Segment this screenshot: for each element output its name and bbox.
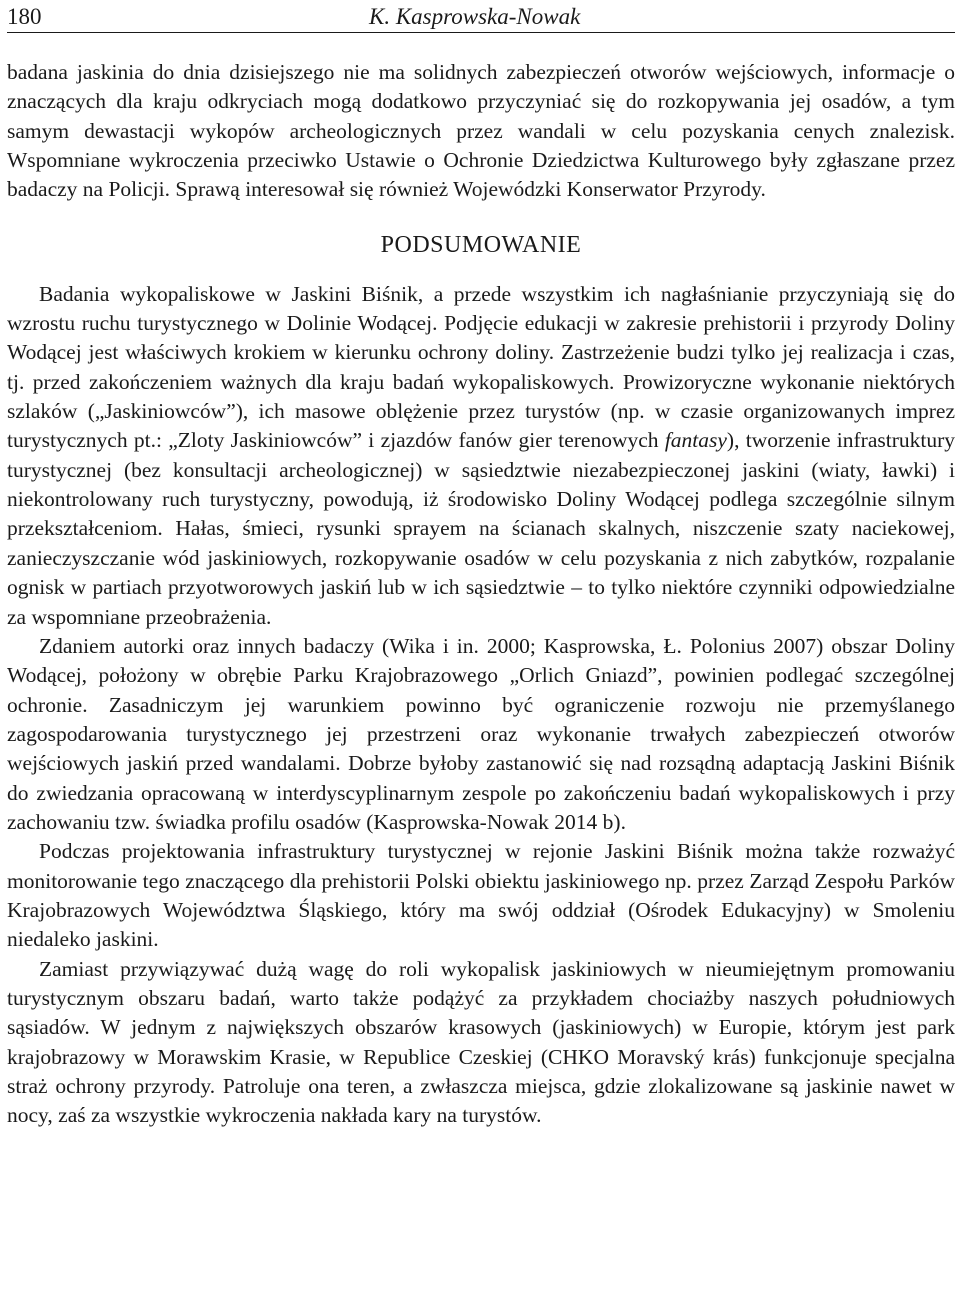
summary-paragraph-3: Podczas projektowania infrastruktury turystycznej w rejonie Jaskini Biśnik można także rozważyć monitorowanie tego znaczącego dla prehistorii Polski obiektu jaskiniowego np. przez Zarząd Zespołu Parków Krajobrazowych Województwa Śląskiego, który ma swój oddział (Ośrodek Edukacyjny) w Smoleniu niedaleko jaskini.: [7, 839, 955, 952]
summary-paragraph-1: [7, 280, 955, 632]
summary-paragraph-1-part-a: Badania wykopaliskowe w Jaskini Biśnik, a przede wszystkim ich nagłaśnianie przyczyniają się do wzrostu ruchu turystycznego w Dolinie Wodącej. Podjęcie edukacji w zakresie prehistorii i przyrody Doliny Wodącej jest właściwych krokiem w kierunku ochrony doliny. Zastrzeżenie budzi tylko jej realizacja i czas, tj. przed zakończeniem ważnych dla kraju badań wykopaliskowych. Prowizoryczne wykonanie niektórych szlaków („Jaskiniowców”), ich masowe oblężenie przez turystów (np. w czasie organizowanych imprez turystycznych pt.: „Zloty Jaskiniowców” i zjazdów fanów gier terenowych: [7, 281, 955, 453]
summary-paragraph-1-italic: fantasy: [664, 428, 727, 453]
page-header: [7, 0, 955, 33]
document-page: [7, 0, 955, 1131]
intro-paragraph: badana jaskinia do dnia dzisiejszego nie ma solidnych zabezpieczeń otworów wejściowych, informacje o znaczących dla kraju odkryciach mogą dodatkowo przyczyniać się do rozkopywania jej osadów, a tym samym dewastacji wykopów archeologicznych przez wandali w celu pozyskania cenych znalezisk. Wspomniane wykroczenia przeciwko Ustawie o Ochronie Dziedzictwa Kulturowego były zgłaszane przez badaczy na Policji. Sprawą interesował się również Wojewódzki Konserwator Przyrody.: [7, 60, 955, 202]
running-head: K. Kasprowska-Nowak: [369, 4, 581, 29]
section-heading: PODSUMOWANIE: [380, 231, 582, 258]
summary-paragraph-4: Zamiast przywiązywać dużą wagę do roli wykopalisk jaskiniowych w nieumiejętnym promowaniu turystycznym obszaru badań, warto także podążyć za przykładem chociażby naszych południowych sąsiadów. W jednym z największych obszarów krasowych (jaskiniowych) w Europie, którym jest park krajobrazowy w Morawskim Krasie, w Republice Czeskiej (CHKO Moravský krás) funkcjonuje specjalna straż ochrony przyrody. Patroluje ona teren, a zwłaszcza miejsca, gdzie zlokalizowane są jaskinie nawet w nocy, zaś za wszystkie wykroczenia nakłada kary na turystów.: [7, 956, 955, 1128]
page-number: 180: [7, 4, 42, 29]
summary-paragraph-2: Zdaniem autorki oraz innych badaczy (Wika i in. 2000; Kasprowska, Ł. Polonius 2007) obszar Doliny Wodącej, położony w obrębie Parku Krajobrazowego „Orlich Gniazd”, powinien podlegać szczególnej ochronie. Zasadniczym jej warunkiem powinno być ograniczenie rozwoju nie przemyślanego zagospodarowania turystycznego jej przestrzeni oraz wykonanie trwałych zabezpieczeń otworów wejściowych jaskiń przed wandalami. Dobrze byłoby zastanowić się nad rozsądną adaptacją Jaskini Biśnik do zwiedzania opracowaną w interdyscyplinarnym zespole po zakończeniu badań wykopaliskowych i przy zachowaniu tzw. świadka profilu osadów (Kasprowska-Nowak 2014 b).: [7, 633, 955, 834]
summary-paragraph-1-part-b: ), tworzenie infrastruktury turystycznej (bez konsultacji archeologicznej) w sąsiedztwie niezabezpieczonej jaskini (wiaty, ławki) i niekontrolowany ruch turystyczny, powodują, iż środowisko Doliny Wodącej podlega szczególnie silnym przekształceniom. Hałas, śmieci, rysunki sprayem na ścianach skalnych, niszczenie szaty naciekowej, zanieczyszczanie wód jaskiniowych, rozkopywanie osadów w celu pozyskania z nich zabytków, rozpalanie ognisk w partiach przyotworowych jaskiń lub w ich sąsiedztwie – to tylko niektóre czynniki odpowiedzialne za wspomniane przeobrażenia.: [7, 428, 956, 629]
page-body: [7, 33, 955, 1131]
